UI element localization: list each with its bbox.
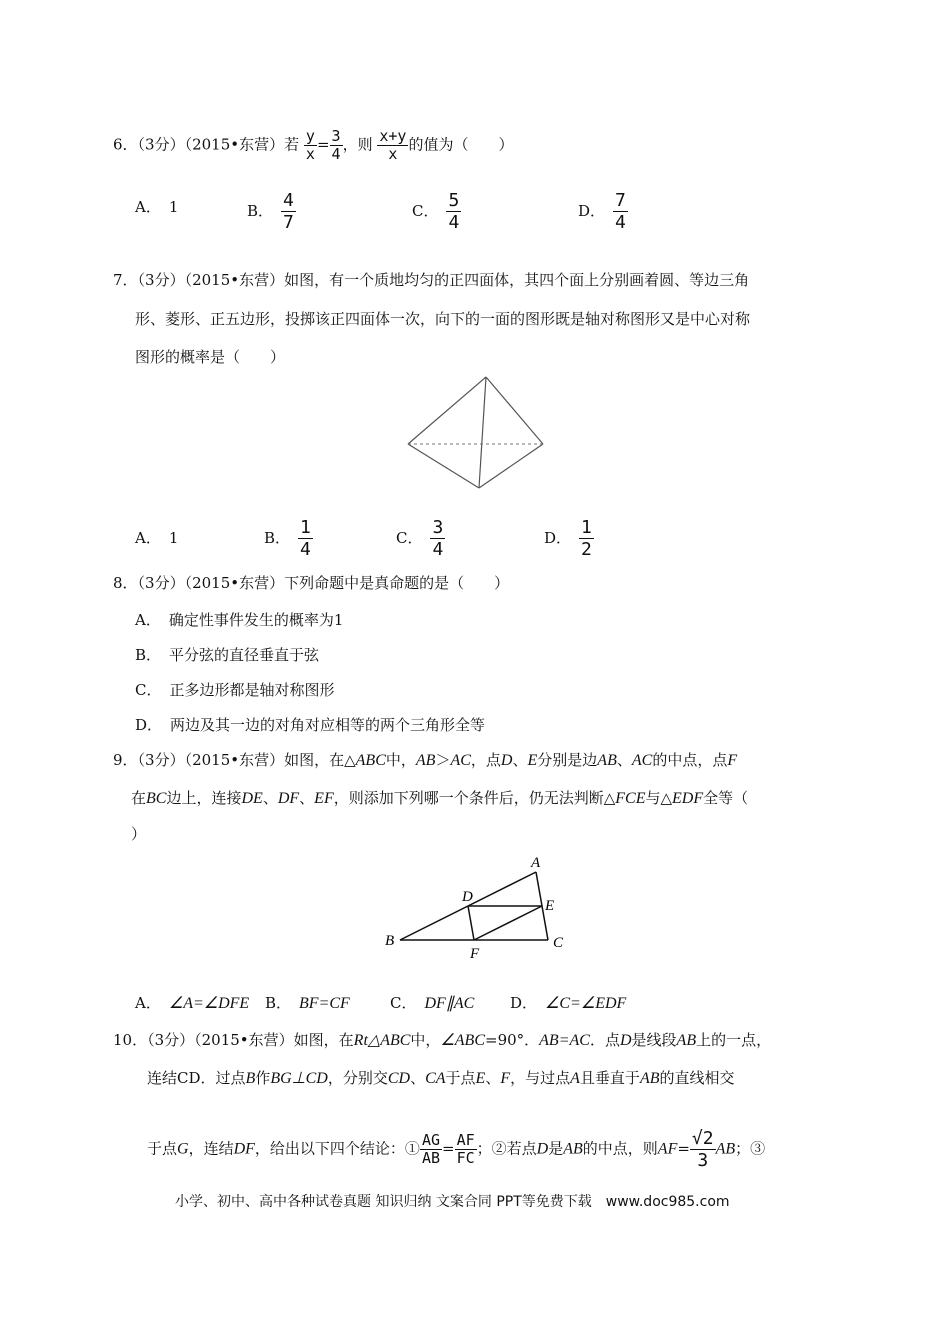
tetra-edge-front: [479, 377, 486, 488]
q6-frac-3-over-4: $\frac{3}{4}$: [331, 127, 341, 163]
point-label-f: F: [470, 946, 480, 962]
q9-option-a[interactable]: A． ∠A=∠DFE: [135, 994, 250, 1012]
q10-frac-af-fc: $\frac{AF}{FC}$: [456, 1131, 475, 1167]
q8-option-b[interactable]: B． 平分弦的直径垂直于弦: [135, 646, 320, 664]
q10-stem-line2: 连结CD．过点B作BG⊥CD，分别交CD、CA于点E、F，与过点A且垂直于AB的直线相交: [147, 1069, 735, 1087]
point-label-c: C: [553, 935, 564, 951]
q10-frac-ag-ab: $\frac{AG}{AB}$: [421, 1131, 440, 1167]
q7-option-d[interactable]: D． $\frac{1}{2}$: [544, 517, 592, 560]
tetra-edge-right: [486, 377, 543, 444]
q7-option-b[interactable]: B． $\frac{1}{4}$: [264, 517, 311, 560]
tetrahedron-figure: [400, 372, 550, 494]
segment-ef: [474, 906, 542, 940]
q6-option-c[interactable]: C． $\frac{5}{4}$: [412, 190, 460, 233]
q6-option-b[interactable]: B． $\frac{4}{7}$: [247, 190, 294, 233]
tetra-edge-bottom-right: [479, 444, 543, 488]
q8-option-d[interactable]: D． 两边及其一边的对角对应相等的两个三角形全等: [135, 716, 486, 734]
q9-option-d[interactable]: D． ∠C=∠EDF: [510, 994, 627, 1012]
q9-option-b[interactable]: B． BF=CF: [265, 994, 350, 1012]
q6-frac-y-over-x: $\frac{y}{x}$: [305, 127, 315, 163]
q9-stem-line3: ）: [131, 825, 147, 843]
q6-option-d[interactable]: D． $\frac{7}{4}$: [578, 190, 626, 233]
point-label-d: D: [462, 889, 473, 905]
q9-option-c[interactable]: C． DF∥AC: [390, 994, 475, 1012]
q6-frac-xy-over-x: $\frac{x+y}{x}$: [379, 127, 407, 163]
point-label-b: B: [385, 933, 395, 949]
q7-stem-line3: 图形的概率是（ ）: [135, 348, 286, 366]
triangle-abc-figure: [380, 848, 580, 963]
q9-stem-line2: 在BC边上，连接DE、DF、EF，则添加下列哪一个条件后，仍无法判断△FCE与△EDF全等（: [131, 789, 749, 807]
q10-stem-line3: 于点G，连结DF，给出以下四个结论：① $\frac{AG}{AB}$ = $\frac{AF}{FC}$ ；②若点D是AB的中点，则AF= $\frac{√2}{3}$ AB；③: [147, 1128, 766, 1171]
tetra-edge-bottom-left: [408, 444, 479, 488]
q7-option-a[interactable]: A． 1: [135, 529, 179, 547]
q7-stem-line1: 7．（3分）（2015•东营）如图，有一个质地均匀的正四面体，其四个面上分别画着圆、等边三角: [113, 271, 750, 289]
q8-stem: 8．（3分）（2015•东营）下列命题中是真命题的是（ ）: [113, 574, 510, 592]
page-footer: 小学、初中、高中各种试卷真题 知识归纳 文案合同 PPT等免费下载 www.doc985.com: [175, 1194, 730, 1210]
point-label-e: E: [545, 898, 555, 914]
q10-frac-root2-over-3: $\frac{√2}{3}$: [691, 1128, 714, 1171]
q7-stem-line2: 形、菱形、正五边形，投掷该正四面体一次，向下的一面的图形既是轴对称图形又是中心对称: [135, 310, 751, 328]
q6-option-a[interactable]: A． 1: [135, 198, 179, 216]
q10-stem-line1: 10．（3分）（2015•东营）如图，在Rt△ABC中，∠ABC=90°．AB=AC．点D是线段AB上的一点，: [113, 1031, 772, 1049]
q6-stem: 6．（3分）（2015•东营）若 $\frac{y}{x}$ = $\frac{3}{4}$ ，则 $\frac{x+y}{x}$ 的值为（ ）: [113, 127, 514, 163]
point-label-a: A: [531, 855, 541, 871]
q8-option-c[interactable]: C． 正多边形都是轴对称图形: [135, 681, 335, 699]
q8-option-a[interactable]: A． 确定性事件发生的概率为1: [135, 611, 344, 629]
segment-df: [468, 906, 474, 940]
q7-option-c[interactable]: C． $\frac{3}{4}$: [396, 517, 444, 560]
q9-stem-line1: 9．（3分）（2015•东营）如图，在△ABC中，AB＞AC，点D、E分别是边AB、AC的中点，点F: [113, 751, 738, 769]
tetra-edge-left: [408, 377, 486, 444]
